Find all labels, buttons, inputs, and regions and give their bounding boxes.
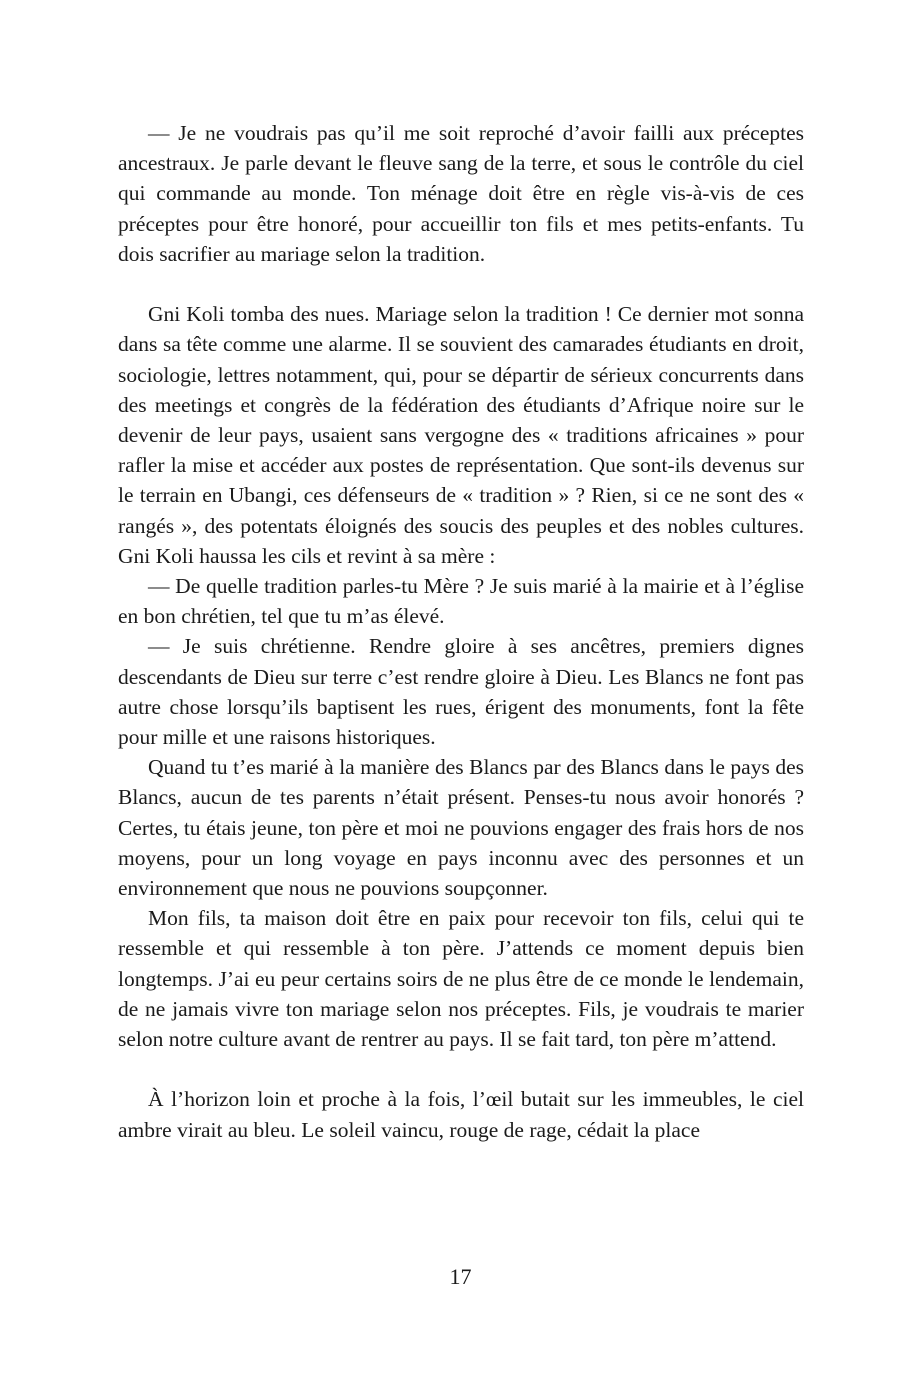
paragraph-7: À l’horizon loin et proche à la fois, l’œil butait sur les immeubles, le ciel ambre virait au bleu. Le soleil vaincu, rouge de rage, cédait la place (118, 1087, 804, 1142)
paragraph-5: Quand tu t’es marié à la manière des Blancs par des Blancs dans le pays des Blancs, aucun de tes parents n’était présent. Penses-tu nous avoir honorés ? Certes, tu étais jeune, ton père et moi ne pouvions engager des frais hors de nos moyens, pour un long voyage en pays inconnu avec des personnes et un environnement que nous ne pouvions soupçonner. (118, 755, 804, 901)
paragraph-3: — De quelle tradition parles-tu Mère ? Je suis marié à la mairie et à l’église en bon chrétien, tel que tu m’as élevé. (118, 574, 804, 629)
page-body (118, 118, 804, 1145)
paragraph-4: — Je suis chrétienne. Rendre gloire à ses ancêtres, premiers dignes descendants de Dieu sur terre c’est rendre gloire à Dieu. Les Blancs ne font pas autre chose lorsqu’ils baptisent les rues, érigent des monuments, font la fête pour mille et une raisons historiques. (118, 634, 804, 750)
paragraph-1: — Je ne voudrais pas qu’il me soit reproché d’avoir failli aux préceptes ancestraux. Je parle devant le fleuve sang de la terre, et sous le contrôle du ciel qui commande au monde. Ton ménage doit être en règle vis-à-vis de ces préceptes pour être honoré, pour accueillir ton fils et mes petits-enfants. Tu dois sacrifier au mariage selon la tradition. (118, 121, 804, 266)
paragraph-6: Mon fils, ta maison doit être en paix pour recevoir ton fils, celui qui te ressemble et qui ressemble à ton père. J’attends ce moment depuis bien longtemps. J’ai eu peur certains soirs de ne plus être de ce monde le lendemain, de ne jamais vivre ton mariage selon nos préceptes. Fils, je voudrais te marier selon notre culture avant de rentrer au pays. Il se fait tard, ton père m’attend. (118, 906, 804, 1052)
page-number: 17 (449, 1264, 472, 1289)
paragraph-2: Gni Koli tomba des nues. Mariage selon la tradition ! Ce dernier mot sonna dans sa tête comme une alarme. Il se souvient des camarades étudiants en droit, sociologie, lettres notamment, qui, pour se départir de sérieux concurrents dans des meetings et congrès de la fédération des étudiants d’Afrique noire sur le devenir de leur pays, usaient sans vergogne des « traditions africaines » pour rafler la mise et accéder aux postes de représentation. Que sont-ils devenus sur le terrain en Ubangi, ces défenseurs de « tradition » ? Rien, si ce ne sont des « rangés », des potentats éloignés des soucis des peuples et des nobles cultures. Gni Koli haussa les cils et revint à sa mère : (118, 302, 804, 568)
